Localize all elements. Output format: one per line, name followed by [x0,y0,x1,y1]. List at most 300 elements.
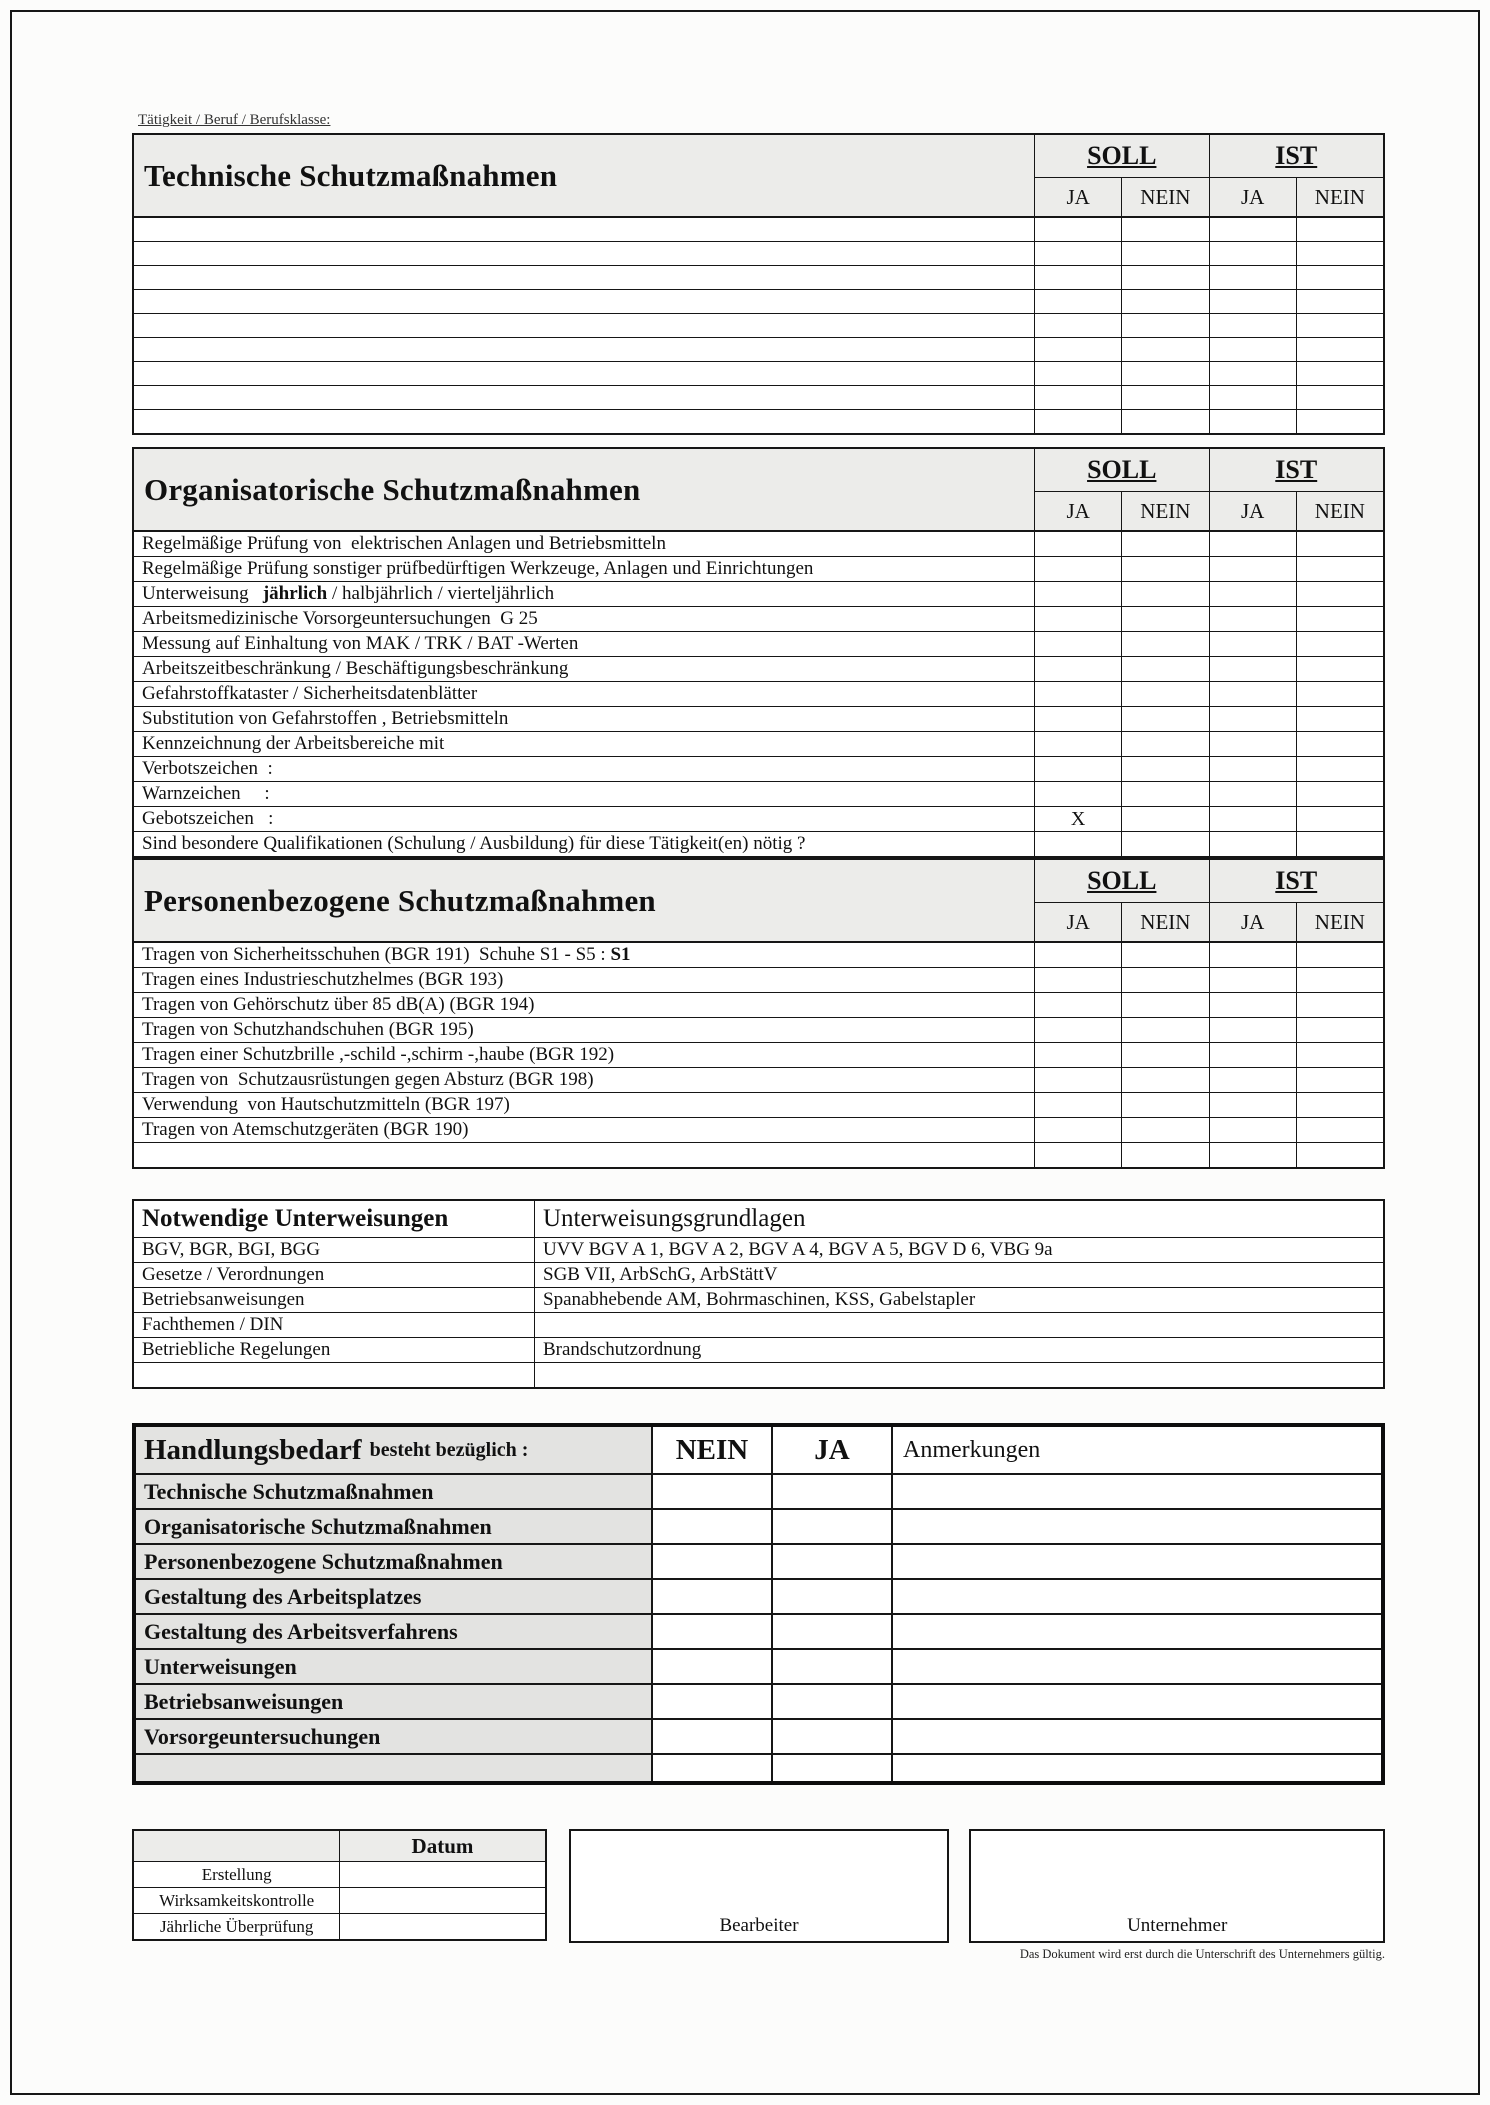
soll-nein-header: NEIN [1121,903,1208,941]
table-row [136,1718,1381,1753]
soll-nein-cell [1121,218,1208,241]
soll-nein-cell [1121,782,1208,806]
soll-ist-header [1034,449,1383,530]
bearbeiter-signature-box [569,1829,950,1943]
ist-nein-cell [1296,1068,1383,1092]
table-row [134,1042,1383,1067]
nein-cell [651,1475,771,1508]
anmerkung-cell [891,1615,1381,1648]
soll-ja-cell [1034,290,1121,313]
soll-ja-cell [1034,682,1121,706]
soll-nein-cell [1121,532,1208,556]
ist-ja-cell [1209,290,1296,313]
ist-ja-cell [1209,1068,1296,1092]
soll-nein-cell [1121,757,1208,781]
row-label: Tragen von Sicherheitsschuhen (BGR 191) Schuhe S1 - S5 : S1 [142,944,631,965]
soll-ja-cell-marked [1034,807,1121,831]
action-row-label: Vorsorgeuntersuchungen [136,1720,651,1753]
nein-cell [651,1510,771,1543]
table-row [136,1648,1381,1683]
form-content [132,112,1385,1962]
ist-ja-header: JA [1209,903,1296,941]
soll-ja-cell [1034,657,1121,681]
validity-footnote: Das Dokument wird erst durch die Unterschrift des Unternehmers gültig. [1019,1947,1385,1961]
soll-nein-cell [1121,1143,1208,1167]
table-row [134,631,1383,656]
soll-nein-header: NEIN [1121,492,1208,530]
ist-nein-cell [1296,832,1383,856]
anmerkung-cell [891,1755,1381,1781]
ist-nein-cell [1296,266,1383,289]
ja-cell [771,1545,891,1578]
ist-ja-header: JA [1209,178,1296,216]
table-row [134,756,1383,781]
soll-header: SOLL [1034,860,1209,902]
soll-header: SOLL [1034,449,1209,491]
row-label: Substitution von Gefahrstoffen , Betriebsmitteln [142,708,509,729]
ist-nein-cell [1296,993,1383,1017]
soll-ja-cell [1034,266,1121,289]
soll-ja-cell [1034,968,1121,992]
table-row [134,581,1383,606]
training-topic: Betriebsanweisungen [142,1289,305,1310]
table-row [134,992,1383,1017]
ist-nein-header: NEIN [1296,903,1383,941]
row-label: Verwendung von Hautschutzmitteln (BGR 197) [142,1094,510,1115]
training-table [132,1199,1385,1389]
section-technical-header [132,133,1385,218]
ist-ja-cell [1209,338,1296,361]
ist-nein-cell [1296,807,1383,831]
ist-ja-cell [1209,557,1296,581]
action-row-label: Unterweisungen [136,1650,651,1683]
ist-ja-cell [1209,1043,1296,1067]
soll-nein-cell [1121,1093,1208,1117]
soll-ja-cell [1034,218,1121,241]
soll-nein-cell [1121,807,1208,831]
ist-ja-header: JA [1209,492,1296,530]
ist-nein-cell [1296,338,1383,361]
table-row [134,1237,1383,1262]
ist-ja-cell [1209,632,1296,656]
table-row [134,1861,545,1887]
ist-nein-header: NEIN [1296,492,1383,530]
soll-ist-header [1034,860,1383,941]
ist-nein-cell [1296,1093,1383,1117]
soll-nein-cell [1121,582,1208,606]
table-row [134,781,1383,806]
table-row [134,681,1383,706]
soll-nein-cell [1121,943,1208,967]
soll-nein-cell [1121,1068,1208,1092]
ist-nein-cell [1296,410,1383,433]
ist-nein-cell [1296,682,1383,706]
ist-header: IST [1209,449,1384,491]
soll-ja-cell [1034,782,1121,806]
row-label: Warnzeichen : [142,783,270,804]
soll-ja-cell [1034,832,1121,856]
row-label: Arbeitsmedizinische Vorsorgeuntersuchungen G 25 [142,608,538,629]
date-row-label: Wirksamkeitskontrolle [159,1890,315,1910]
ist-nein-cell [1296,657,1383,681]
soll-ist-header [1034,135,1383,216]
soll-ja-cell [1034,1043,1121,1067]
soll-nein-cell [1121,1118,1208,1142]
ist-ja-cell [1209,782,1296,806]
soll-nein-cell [1121,832,1208,856]
ist-ja-cell [1209,532,1296,556]
table-row [134,706,1383,731]
soll-nein-cell [1121,707,1208,731]
x-mark: X [1070,807,1086,830]
row-label: Messung auf Einhaltung von MAK / TRK / BAT -Werten [142,633,579,654]
row-label: Unterweisung jährlich / halbjährlich / vierteljährlich [142,583,555,604]
action-row-label: Technische Schutzmaßnahmen [136,1475,651,1508]
soll-nein-cell [1121,410,1208,433]
row-label: Gefahrstoffkataster / Sicherheitsdatenblätter [142,683,478,704]
ist-ja-cell [1209,657,1296,681]
ist-nein-cell [1296,362,1383,385]
section-title-organisational: Organisatorische Schutzmaßnahmen [144,471,641,507]
nein-cell [651,1545,771,1578]
nein-column-header: NEIN [651,1427,771,1473]
row-label: Arbeitszeitbeschränkung / Beschäftigungsbeschränkung [142,658,569,679]
row-label: Sind besondere Qualifikationen (Schulung / Ausbildung) für diese Tätigkeit(en) nötig ? [142,833,806,854]
table-row [134,265,1383,289]
ist-nein-cell [1296,607,1383,631]
table-row [134,289,1383,313]
ist-ja-cell [1209,607,1296,631]
table-row [134,532,1383,556]
soll-ja-cell [1034,757,1121,781]
training-left-title: Notwendige Unterweisungen [142,1205,449,1232]
training-basis [534,1313,1383,1337]
unternehmer-signature-box [969,1829,1385,1943]
row-label: Gebotszeichen : [142,808,274,829]
table-row [134,1287,1383,1312]
anmerkung-cell [891,1510,1381,1543]
table-row [134,1142,1383,1167]
ist-ja-cell [1209,1018,1296,1042]
ist-nein-header: NEIN [1296,178,1383,216]
nein-cell [651,1615,771,1648]
ja-column-header: JA [771,1427,891,1473]
anmerkung-cell [891,1685,1381,1718]
anmerkung-cell [891,1650,1381,1683]
training-right-title: Unterweisungsgrundlagen [534,1201,1383,1237]
table-row [136,1683,1381,1718]
soll-nein-cell [1121,993,1208,1017]
action-row-label: Organisatorische Schutzmaßnahmen [136,1510,651,1543]
table-row [134,943,1383,967]
signoff-area [132,1829,1385,1943]
row-label: Verbotszeichen : [142,758,273,779]
anmerkung-cell [891,1545,1381,1578]
table-row [134,731,1383,756]
section-personal-header [132,858,1385,943]
soll-nein-cell [1121,557,1208,581]
soll-ja-header: JA [1034,903,1121,941]
ist-ja-cell [1209,943,1296,967]
unternehmer-label: Unternehmer [1127,1915,1228,1936]
soll-nein-cell [1121,732,1208,756]
ist-ja-cell [1209,807,1296,831]
training-topic: Gesetze / Verordnungen [142,1264,325,1285]
ist-ja-cell [1209,314,1296,337]
ist-nein-cell [1296,386,1383,409]
ja-cell [771,1650,891,1683]
table-row [134,241,1383,265]
soll-nein-cell [1121,607,1208,631]
table-row [134,1312,1383,1337]
ist-ja-cell [1209,707,1296,731]
soll-ja-cell [1034,1093,1121,1117]
soll-ja-cell [1034,242,1121,265]
ist-nein-cell [1296,242,1383,265]
soll-ja-cell [1034,1143,1121,1167]
nein-cell [651,1720,771,1753]
ist-ja-cell [1209,1093,1296,1117]
soll-ja-header: JA [1034,492,1121,530]
ist-nein-cell [1296,732,1383,756]
action-title-main: Handlungsbedarf [144,1433,362,1466]
ist-nein-cell [1296,632,1383,656]
personal-measures-table [132,943,1385,1169]
ja-cell [771,1615,891,1648]
table-row [134,1362,1383,1387]
ist-ja-cell [1209,993,1296,1017]
ist-nein-cell [1296,968,1383,992]
row-label: Kennzeichnung der Arbeitsbereiche mit [142,733,445,754]
soll-ja-cell [1034,993,1121,1017]
training-basis [534,1363,1383,1387]
anmerkung-cell [891,1720,1381,1753]
soll-ja-cell [1034,557,1121,581]
table-row [136,1578,1381,1613]
action-row-label: Gestaltung des Arbeitsverfahrens [136,1615,651,1648]
ist-nein-cell [1296,1118,1383,1142]
table-row [134,1092,1383,1117]
soll-nein-cell [1121,314,1208,337]
ist-nein-cell [1296,757,1383,781]
soll-ja-header: JA [1034,178,1121,216]
row-label: Regelmäßige Prüfung von elektrischen Anlagen und Betriebsmitteln [142,533,666,554]
anmerkungen-column-header: Anmerkungen [891,1427,1381,1473]
action-header-row [136,1427,1381,1473]
table-row [134,1913,545,1939]
bearbeiter-label: Bearbeiter [719,1915,799,1936]
action-row-label: Betriebsanweisungen [136,1685,651,1718]
soll-ja-cell [1034,607,1121,631]
ist-nein-cell [1296,943,1383,967]
ist-nein-cell [1296,707,1383,731]
training-basis: SGB VII, ArbSchG, ArbStättV [534,1263,1383,1287]
ja-cell [771,1580,891,1613]
soll-nein-cell [1121,242,1208,265]
technical-measures-table [132,218,1385,435]
datum-header: Datum [339,1831,544,1861]
table-row [134,656,1383,681]
table-row [134,337,1383,361]
action-row-label: Personenbezogene Schutzmaßnahmen [136,1545,651,1578]
nein-cell [651,1685,771,1718]
ist-ja-cell [1209,757,1296,781]
row-label: Regelmäßige Prüfung sonstiger prüfbedürftigen Werkzeuge, Anlagen und Einrichtungen [142,558,814,579]
ist-ja-cell [1209,682,1296,706]
soll-ja-cell [1034,732,1121,756]
ist-nein-cell [1296,1043,1383,1067]
table-row [136,1753,1381,1781]
soll-nein-cell [1121,386,1208,409]
table-row [134,385,1383,409]
table-row [136,1473,1381,1508]
ist-ja-cell [1209,386,1296,409]
row-label: Tragen einer Schutzbrille ,-schild -,schirm -,haube (BGR 192) [142,1044,615,1065]
training-topic: Fachthemen / DIN [142,1314,284,1335]
training-topic: BGV, BGR, BGI, BGG [142,1239,321,1260]
date-value-cell [339,1914,544,1939]
table-row [134,831,1383,856]
ist-ja-cell [1209,968,1296,992]
ist-nein-cell [1296,582,1383,606]
ist-ja-cell [1209,266,1296,289]
ja-cell [771,1720,891,1753]
ist-nein-cell [1296,218,1383,241]
ist-header: IST [1209,860,1384,902]
soll-ja-cell [1034,632,1121,656]
ist-ja-cell [1209,242,1296,265]
soll-ja-cell [1034,943,1121,967]
table-row [134,606,1383,631]
section-title-technical: Technische Schutzmaßnahmen [144,157,558,193]
training-basis: Spanabhebende AM, Bohrmaschinen, KSS, Gabelstapler [534,1288,1383,1312]
row-label: Tragen von Atemschutzgeräten (BGR 190) [142,1119,469,1140]
ist-ja-cell [1209,1143,1296,1167]
table-row [134,1117,1383,1142]
table-row [134,806,1383,831]
date-value-cell [339,1888,544,1913]
table-row [134,1337,1383,1362]
date-row-label: Jährliche Überprüfung [159,1916,314,1936]
activity-class-label: Tätigkeit / Beruf / Berufsklasse: [138,112,331,128]
table-row [136,1508,1381,1543]
ist-nein-cell [1296,314,1383,337]
soll-ja-cell [1034,338,1121,361]
table-row [134,556,1383,581]
date-row-label: Erstellung [201,1864,272,1884]
ist-ja-cell [1209,832,1296,856]
date-table [132,1829,547,1941]
ja-cell [771,1475,891,1508]
ist-nein-cell [1296,782,1383,806]
soll-nein-cell [1121,968,1208,992]
row-label: Tragen von Gehörschutz über 85 dB(A) (BGR 194) [142,994,535,1015]
ist-header: IST [1209,135,1384,177]
soll-nein-cell [1121,682,1208,706]
nein-cell [651,1650,771,1683]
ja-cell [771,1685,891,1718]
ja-cell [771,1510,891,1543]
ist-nein-cell [1296,290,1383,313]
organisational-measures-table [132,532,1385,858]
table-row [136,1543,1381,1578]
soll-nein-cell [1121,657,1208,681]
ja-cell [771,1755,891,1781]
table-row [134,1262,1383,1287]
soll-ja-cell [1034,1118,1121,1142]
training-header-row [134,1201,1383,1237]
ist-nein-cell [1296,557,1383,581]
action-needed-table [132,1423,1385,1785]
soll-ja-cell [1034,707,1121,731]
anmerkung-cell [891,1580,1381,1613]
soll-ja-cell [1034,410,1121,433]
soll-nein-cell [1121,362,1208,385]
training-basis: Brandschutzordnung [534,1338,1383,1362]
table-row [134,313,1383,337]
table-row [134,1067,1383,1092]
table-row [134,361,1383,385]
soll-nein-cell [1121,338,1208,361]
soll-ja-cell [1034,362,1121,385]
ist-ja-cell [1209,410,1296,433]
training-basis: UVV BGV A 1, BGV A 2, BGV A 4, BGV A 5, BGV D 6, VBG 9a [534,1238,1383,1262]
row-label: Tragen von Schutzhandschuhen (BGR 195) [142,1019,474,1040]
soll-nein-cell [1121,1043,1208,1067]
soll-ja-cell [1034,1068,1121,1092]
soll-nein-cell [1121,1018,1208,1042]
table-row [136,1613,1381,1648]
section-organisational-header [132,447,1385,532]
ist-ja-cell [1209,1118,1296,1142]
anmerkung-cell [891,1475,1381,1508]
action-row-label: Gestaltung des Arbeitsplatzes [136,1580,651,1613]
table-row [134,1017,1383,1042]
soll-ja-cell [1034,386,1121,409]
nein-cell [651,1755,771,1781]
soll-ja-cell [1034,582,1121,606]
section-title-personal: Personenbezogene Schutzmaßnahmen [144,882,656,918]
training-topic: Betriebliche Regelungen [142,1339,331,1360]
soll-nein-cell [1121,266,1208,289]
training-topic [134,1363,534,1387]
date-value-cell [339,1862,544,1887]
soll-nein-cell [1121,290,1208,313]
table-row [134,1887,545,1913]
soll-header: SOLL [1034,135,1209,177]
table-row [134,409,1383,433]
ist-nein-cell [1296,532,1383,556]
action-title-rest: besteht bezüglich : [369,1438,529,1461]
table-row [134,218,1383,241]
date-header-row [134,1831,545,1861]
ist-ja-cell [1209,218,1296,241]
table-row [134,967,1383,992]
soll-ja-cell [1034,532,1121,556]
soll-nein-header: NEIN [1121,178,1208,216]
ist-ja-cell [1209,732,1296,756]
action-title [136,1427,651,1473]
ist-nein-cell [1296,1143,1383,1167]
soll-ja-cell [1034,1018,1121,1042]
soll-nein-cell [1121,632,1208,656]
soll-ja-cell [1034,314,1121,337]
nein-cell [651,1580,771,1613]
ist-nein-cell [1296,1018,1383,1042]
ist-ja-cell [1209,362,1296,385]
row-label: Tragen von Schutzausrüstungen gegen Absturz (BGR 198) [142,1069,594,1090]
row-label: Tragen eines Industrieschutzhelmes (BGR 193) [142,969,504,990]
